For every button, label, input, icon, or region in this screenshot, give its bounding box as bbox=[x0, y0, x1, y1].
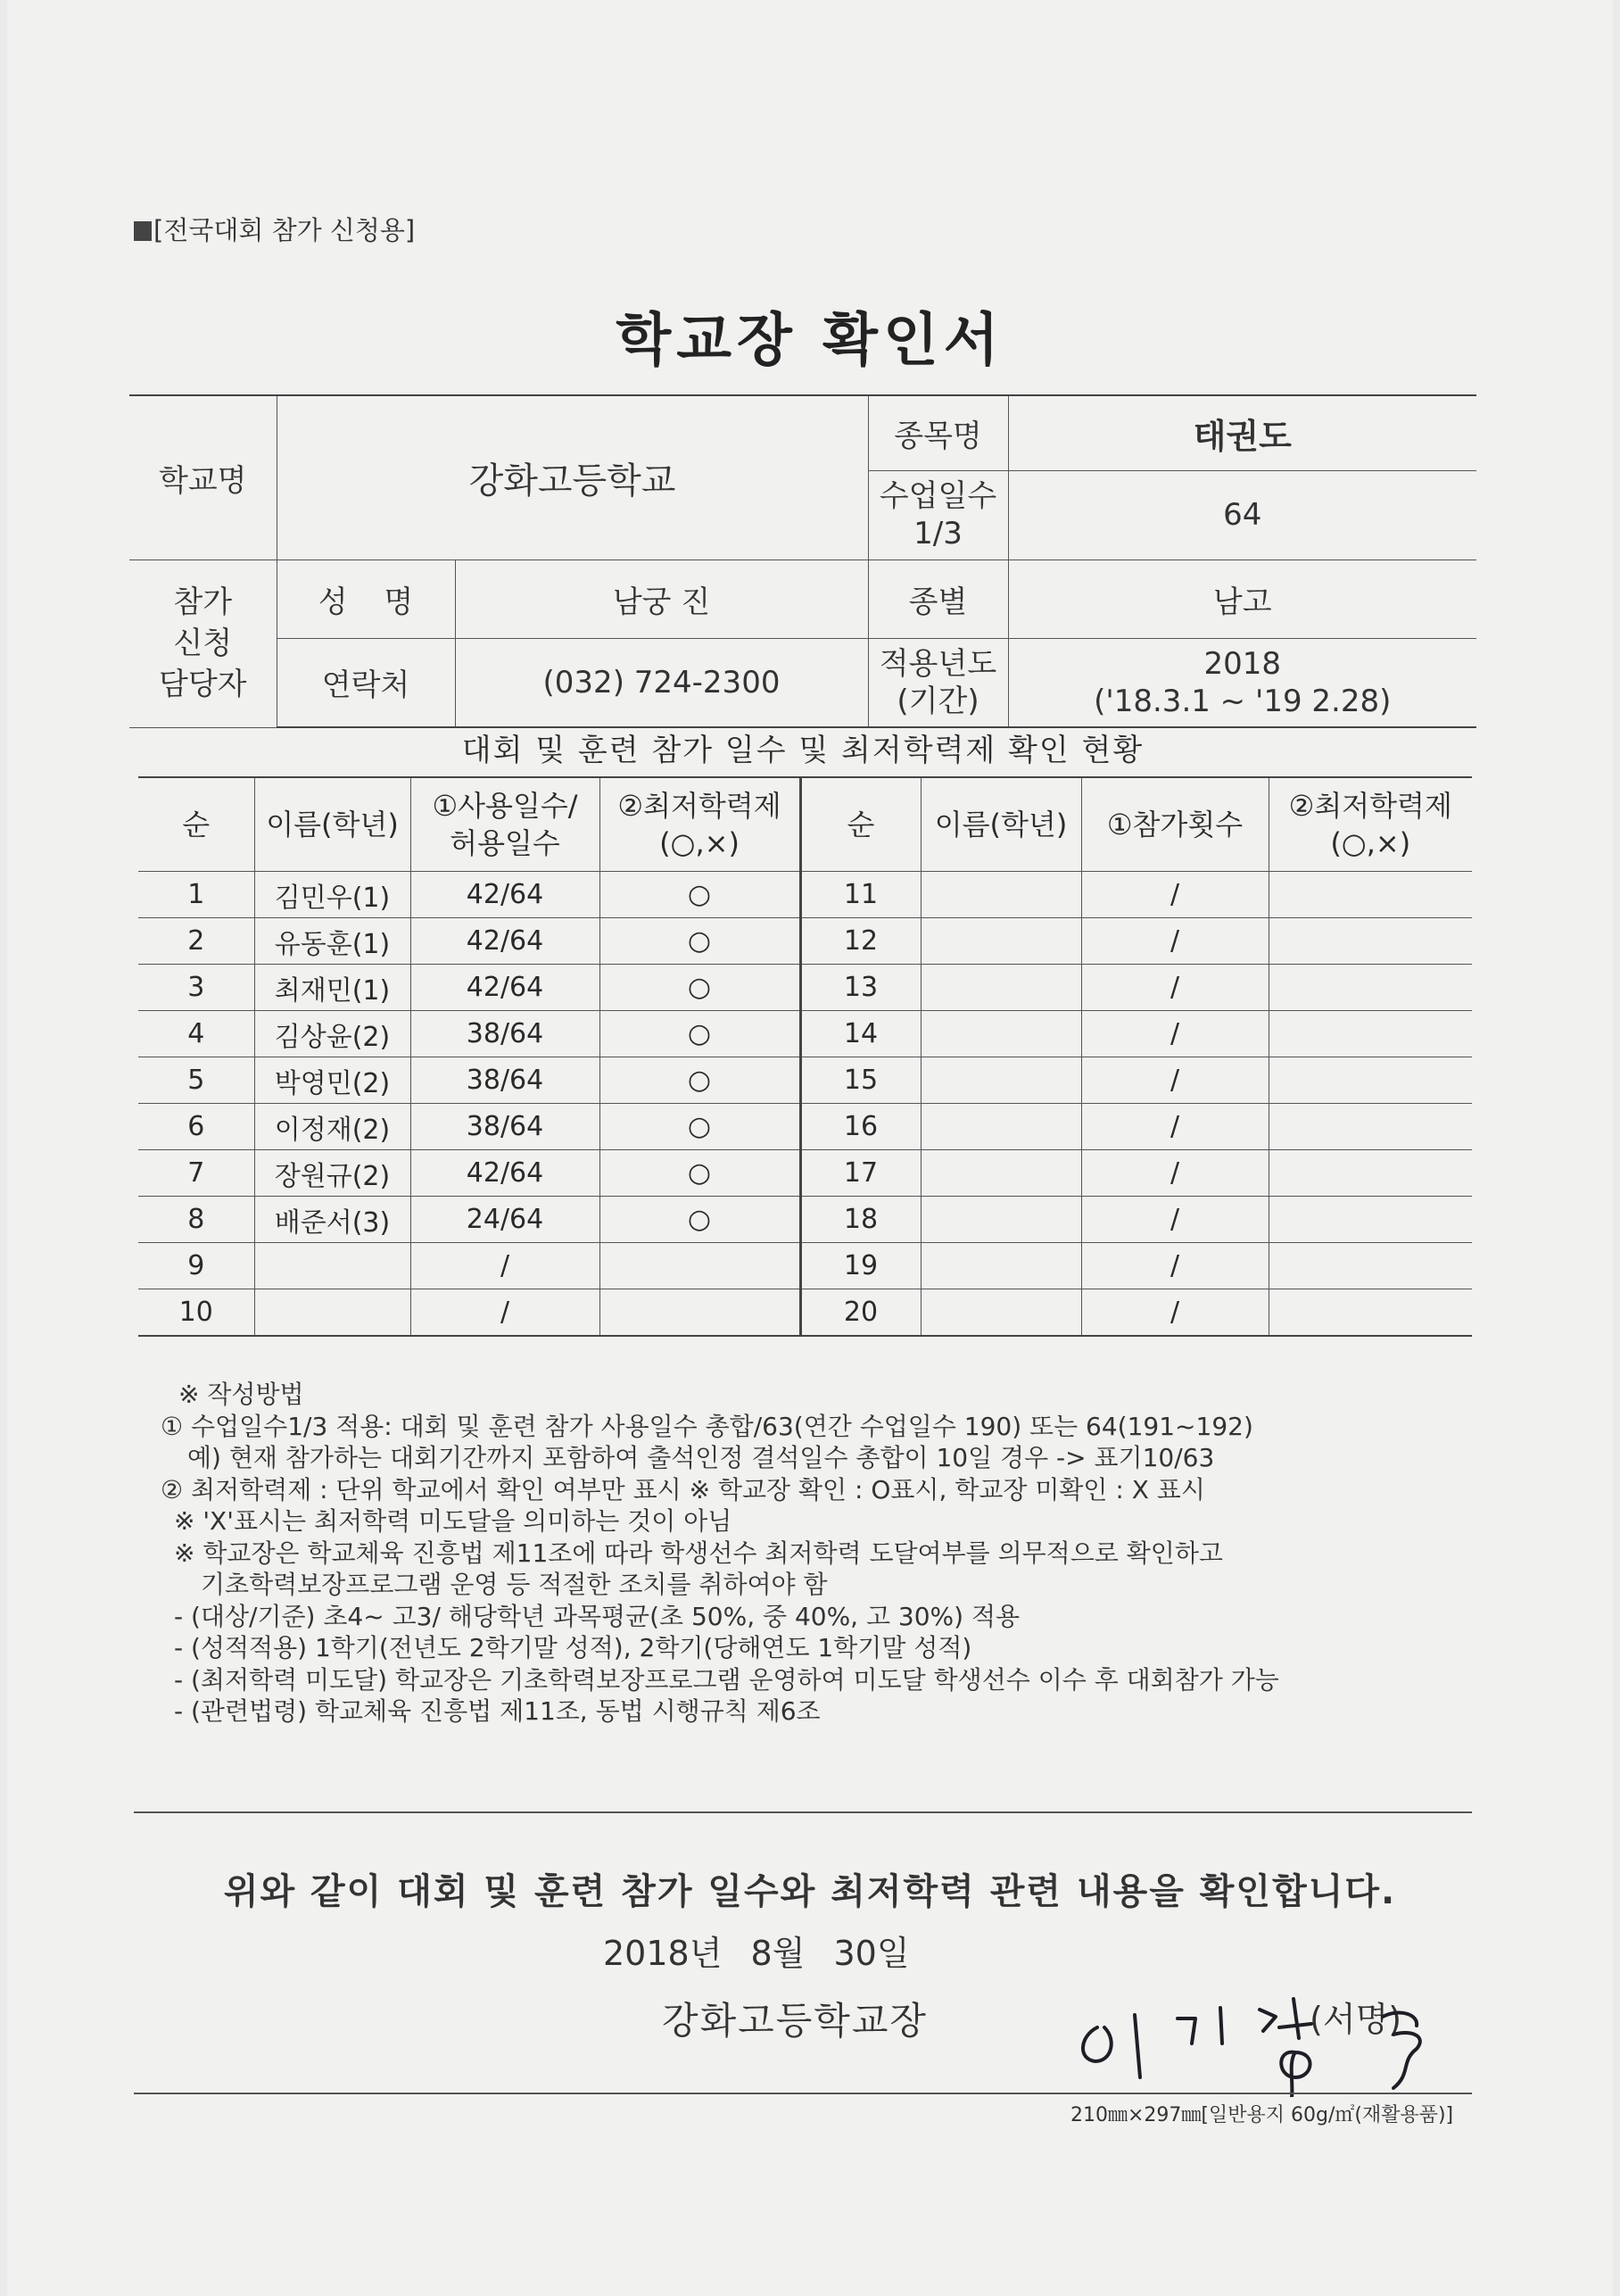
row-no-2: 20 bbox=[800, 1289, 921, 1337]
note-line: ※ 학교장은 학교체육 진흥법 제11조에 따라 학생선수 최저학력 도달여부를 의무적으로 확인하고 bbox=[174, 1538, 1223, 1568]
roster-row bbox=[138, 965, 1472, 1011]
roster-row bbox=[138, 872, 1472, 918]
note-line: ② 최저학력제 : 단위 학교에서 확인 여부만 표시 ※ 학교장 확인 : O표시, 학교장 미확인 : X 표시 bbox=[161, 1474, 1205, 1504]
roster-row bbox=[138, 1289, 1472, 1337]
row-min-grade: ○ bbox=[599, 965, 800, 1011]
row-no-2: 12 bbox=[800, 918, 921, 965]
note-line: - (관련법령) 학교체육 진흥법 제11조, 동법 시행규칙 제6조 bbox=[174, 1696, 821, 1726]
phone-value: (032) 724-2300 bbox=[455, 638, 868, 727]
row-name-2 bbox=[921, 872, 1081, 918]
category-value: 남고 bbox=[1008, 559, 1476, 638]
name-label: 성 명 bbox=[277, 559, 455, 638]
row-min-grade-2 bbox=[1269, 1243, 1472, 1289]
row-days: 42/64 bbox=[410, 872, 599, 918]
name-value: 남궁 진 bbox=[455, 559, 868, 638]
school-label: 학교명 bbox=[129, 395, 277, 559]
col-min-grade: ②최저학력제 (○,×) bbox=[599, 777, 800, 872]
row-no-2: 11 bbox=[800, 872, 921, 918]
row-name: 최재민(1) bbox=[254, 965, 410, 1011]
row-min-grade-2 bbox=[1269, 1197, 1472, 1243]
class-days-label: 수업일수 1/3 bbox=[868, 470, 1008, 559]
row-no: 5 bbox=[138, 1057, 254, 1104]
roster-row bbox=[138, 1011, 1472, 1057]
row-days: 42/64 bbox=[410, 918, 599, 965]
row-count-2: / bbox=[1081, 918, 1269, 965]
signed-date: 2018년 8월 30일 bbox=[603, 1934, 910, 1973]
col-no: 순 bbox=[138, 777, 254, 872]
col-days: ①사용일수/ 허용일수 bbox=[410, 777, 599, 872]
row-min-grade: ○ bbox=[599, 1011, 800, 1057]
divider bbox=[134, 1811, 1472, 1813]
year-label: 적용년도 (기간) bbox=[868, 638, 1008, 727]
school-name: 강화고등학교 bbox=[277, 395, 868, 559]
row-no: 2 bbox=[138, 918, 254, 965]
note-line: 예) 현재 참가하는 대회기간까지 포함하여 출석인정 결석일수 총합이 10일 경우 -> 표기10/63 bbox=[187, 1443, 1215, 1472]
row-name-2 bbox=[921, 1150, 1081, 1197]
roster-row bbox=[138, 1150, 1472, 1197]
row-no-2: 14 bbox=[800, 1011, 921, 1057]
row-min-grade-2 bbox=[1269, 1150, 1472, 1197]
row-no: 6 bbox=[138, 1104, 254, 1150]
row-days: 42/64 bbox=[410, 965, 599, 1011]
row-no: 10 bbox=[138, 1289, 254, 1337]
row-name-2 bbox=[921, 918, 1081, 965]
handwritten-signature bbox=[1062, 1963, 1481, 2097]
row-min-grade-2 bbox=[1269, 1057, 1472, 1104]
confirmation-statement: 위와 같이 대회 및 훈련 참가 일수와 최저학력 관련 내용을 확인합니다. bbox=[223, 1871, 1397, 1912]
seal-label: (서명) bbox=[1310, 2000, 1402, 2039]
row-name-2 bbox=[921, 1289, 1081, 1337]
note-line: - (최저학력 미도달) 학교장은 기초학력보장프로그램 운영하여 미도달 학생선수 이수 후 대회참가 가능 bbox=[174, 1664, 1279, 1695]
row-count-2: / bbox=[1081, 1057, 1269, 1104]
footer-divider bbox=[134, 2093, 1472, 2094]
row-no: 9 bbox=[138, 1243, 254, 1289]
row-min-grade bbox=[599, 1243, 800, 1289]
roster-row bbox=[138, 1057, 1472, 1104]
col-count-2: ①참가횟수 bbox=[1081, 777, 1269, 872]
col-name-2: 이름(학년) bbox=[921, 777, 1081, 872]
row-min-grade-2 bbox=[1269, 965, 1472, 1011]
row-min-grade: ○ bbox=[599, 918, 800, 965]
row-count-2: / bbox=[1081, 965, 1269, 1011]
col-no-2: 순 bbox=[800, 777, 921, 872]
row-min-grade: ○ bbox=[599, 1057, 800, 1104]
row-no: 8 bbox=[138, 1197, 254, 1243]
event-value: 태권도 bbox=[1008, 395, 1476, 470]
row-no-2: 19 bbox=[800, 1243, 921, 1289]
note-line: ※ 'X'표시는 최저학력 미도달을 의미하는 것이 아님 bbox=[174, 1506, 732, 1536]
col-name: 이름(학년) bbox=[254, 777, 410, 872]
contact-person-label: 참가 신청 담당자 bbox=[129, 559, 277, 727]
row-name-2 bbox=[921, 1011, 1081, 1057]
row-name: 유동훈(1) bbox=[254, 918, 410, 965]
note-line: ① 수업일수1/3 적용: 대회 및 훈련 참가 사용일수 총합/63(연간 수업일수 190) 또는 64(191~192) bbox=[161, 1411, 1253, 1441]
section-title: 대회 및 훈련 참가 일수 및 최저학력제 확인 현황 bbox=[461, 733, 1145, 768]
row-count-2: / bbox=[1081, 1150, 1269, 1197]
row-no-2: 17 bbox=[800, 1150, 921, 1197]
roster-table bbox=[138, 776, 1472, 1337]
row-min-grade-2 bbox=[1269, 872, 1472, 918]
col-min-grade-2: ②최저학력제 (○,×) bbox=[1269, 777, 1472, 872]
row-count-2: / bbox=[1081, 872, 1269, 918]
category-label: 종별 bbox=[868, 559, 1008, 638]
row-days: 42/64 bbox=[410, 1150, 599, 1197]
row-no-2: 13 bbox=[800, 965, 921, 1011]
row-count-2: / bbox=[1081, 1289, 1269, 1337]
paper-spec: 210㎜×297㎜[일반용지 60g/㎡(재활용품)] bbox=[1070, 2104, 1454, 2126]
roster-row bbox=[138, 1104, 1472, 1150]
row-name: 김민우(1) bbox=[254, 872, 410, 918]
row-days: 38/64 bbox=[410, 1057, 599, 1104]
row-name-2 bbox=[921, 1057, 1081, 1104]
note-line: - (대상/기준) 초4~ 고3/ 해당학년 과목평균(초 50%, 중 40%, 고 30%) 적용 bbox=[174, 1601, 1021, 1631]
row-days: 38/64 bbox=[410, 1011, 599, 1057]
year-value: 2018 ('18.3.1 ~ '19 2.28) bbox=[1008, 638, 1476, 727]
row-no-2: 18 bbox=[800, 1197, 921, 1243]
info-table bbox=[129, 394, 1476, 728]
row-min-grade-2 bbox=[1269, 1289, 1472, 1337]
row-days: 38/64 bbox=[410, 1104, 599, 1150]
form-type-text: [전국대회 참가 신청용] bbox=[153, 215, 416, 245]
row-name bbox=[254, 1243, 410, 1289]
row-name: 김상윤(2) bbox=[254, 1011, 410, 1057]
row-name-2 bbox=[921, 965, 1081, 1011]
row-count-2: / bbox=[1081, 1243, 1269, 1289]
row-days: / bbox=[410, 1289, 599, 1337]
row-min-grade: ○ bbox=[599, 1197, 800, 1243]
row-count-2: / bbox=[1081, 1104, 1269, 1150]
roster-row bbox=[138, 1243, 1472, 1289]
row-count-2: / bbox=[1081, 1011, 1269, 1057]
row-name: 이정재(2) bbox=[254, 1104, 410, 1150]
instructions bbox=[161, 1379, 1481, 1728]
row-no: 3 bbox=[138, 965, 254, 1011]
row-no-2: 15 bbox=[800, 1057, 921, 1104]
row-no: 4 bbox=[138, 1011, 254, 1057]
row-no-2: 16 bbox=[800, 1104, 921, 1150]
row-days: 24/64 bbox=[410, 1197, 599, 1243]
note-line: 기초학력보장프로그램 운영 등 적절한 조치를 취하여야 함 bbox=[201, 1570, 828, 1599]
square-bullet-icon bbox=[134, 221, 152, 241]
row-name: 장원규(2) bbox=[254, 1150, 410, 1197]
document-title: 학교장 확인서 bbox=[616, 308, 1004, 374]
row-days: / bbox=[410, 1243, 599, 1289]
row-name bbox=[254, 1289, 410, 1337]
phone-label: 연락처 bbox=[277, 638, 455, 727]
row-name-2 bbox=[921, 1243, 1081, 1289]
note-line: - (성적적용) 1학기(전년도 2학기말 성적), 2학기(당해연도 1학기말 성적) bbox=[174, 1633, 972, 1662]
row-min-grade bbox=[599, 1289, 800, 1337]
principal-title: 강화고등학교장 bbox=[662, 1999, 929, 2043]
row-min-grade: ○ bbox=[599, 1104, 800, 1150]
row-min-grade: ○ bbox=[599, 1150, 800, 1197]
row-name: 배준서(3) bbox=[254, 1197, 410, 1243]
roster-row bbox=[138, 1197, 1472, 1243]
row-name-2 bbox=[921, 1197, 1081, 1243]
roster-row bbox=[138, 918, 1472, 965]
form-type-label bbox=[134, 211, 415, 247]
row-min-grade: ○ bbox=[599, 872, 800, 918]
row-min-grade-2 bbox=[1269, 1011, 1472, 1057]
row-no: 7 bbox=[138, 1150, 254, 1197]
row-count-2: / bbox=[1081, 1197, 1269, 1243]
row-no: 1 bbox=[138, 872, 254, 918]
class-days-value: 64 bbox=[1008, 470, 1476, 559]
row-name-2 bbox=[921, 1104, 1081, 1150]
event-label: 종목명 bbox=[868, 395, 1008, 470]
row-min-grade-2 bbox=[1269, 918, 1472, 965]
row-name: 박영민(2) bbox=[254, 1057, 410, 1104]
note-line: ※ 작성방법 bbox=[178, 1380, 304, 1409]
row-min-grade-2 bbox=[1269, 1104, 1472, 1150]
